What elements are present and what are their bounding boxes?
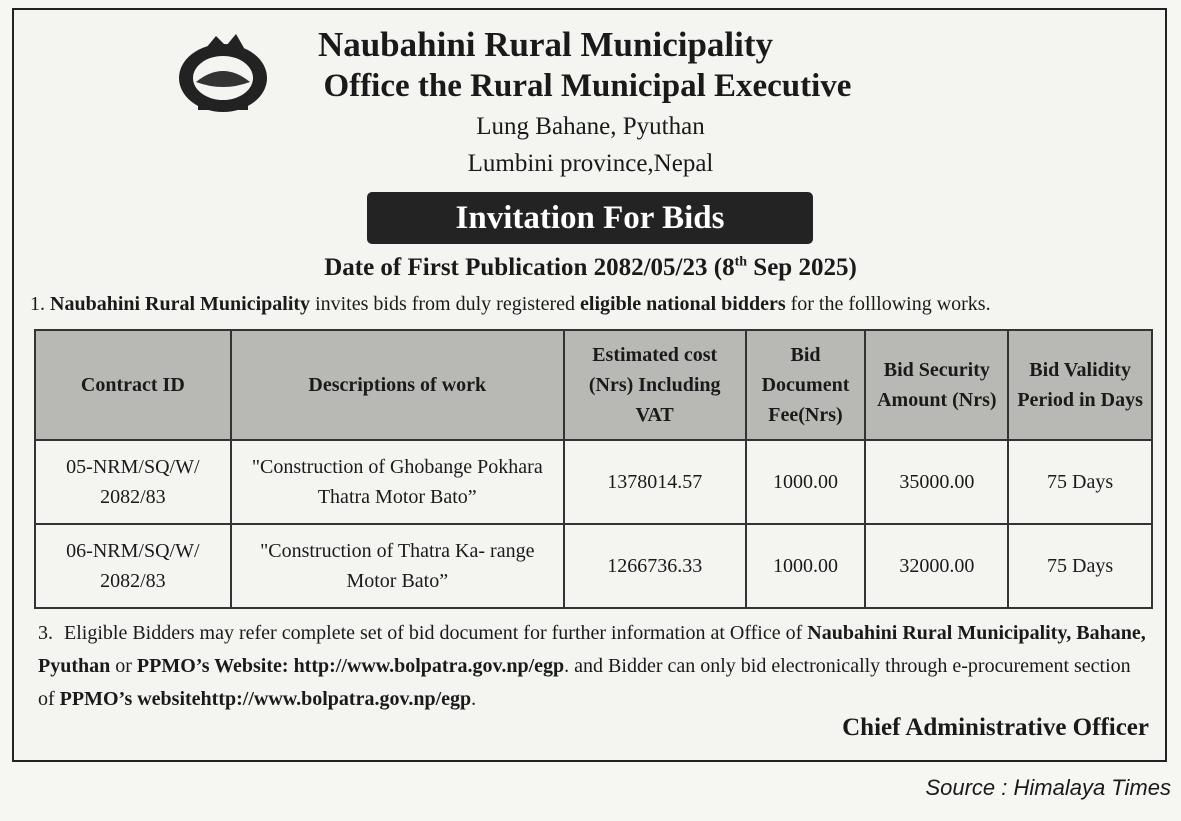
paragraph-1: 1. Naubahini Rural Municipality invites bids from duly registered eligible national bidders for the folllowing works. xyxy=(30,293,991,315)
office-name: Office the Rural Municipal Executive xyxy=(323,68,852,104)
publication-date: Date of First Publication 2082/05/23 (8th Sep 2025) xyxy=(324,254,857,281)
col-estimated-cost: Estimated cost (Nrs) Including VAT xyxy=(564,330,746,440)
cell-estimated-cost: 1266736.33 xyxy=(564,524,746,608)
cell-document-fee: 1000.00 xyxy=(746,524,866,608)
cell-description: "Construction of Thatra Ka- range Motor Bato” xyxy=(231,524,564,608)
source-credit: Source : Himalaya Times xyxy=(925,775,1171,800)
bids-table xyxy=(34,329,1153,609)
cell-validity: 75 Days xyxy=(1008,440,1152,524)
col-document-fee: Bid Document Fee(Nrs) xyxy=(746,330,866,440)
cell-validity: 75 Days xyxy=(1008,524,1152,608)
signature: Chief Administrative Officer xyxy=(842,714,1149,741)
table-header-row xyxy=(35,330,1152,440)
cell-contract-id: 05-NRM/SQ/W/ 2082/83 xyxy=(35,440,231,524)
col-validity: Bid Validity Period in Days xyxy=(1008,330,1152,440)
invitation-banner: Invitation For Bids xyxy=(367,192,813,244)
col-description: Descriptions of work xyxy=(231,330,564,440)
table-row xyxy=(35,440,1152,524)
org-name: Naubahini Rural Municipality xyxy=(317,25,774,64)
address-line-1: Lung Bahane, Pyuthan xyxy=(476,113,705,140)
paragraph-3: 3. Eligible Bidders may refer complete set of bid document for further information at Office of Naubahini Rural Municipality, Bahane, Pyuthan or PPMO’s Website: http://www.bolpatra.gov.np/egp. and Bidder can only bid electronically through e-procurement section of PPMO’s websitehttp://www.bolpatra.gov.np/egp. xyxy=(38,622,1146,710)
table-row xyxy=(35,524,1152,608)
cell-description: "Construction of Ghobange Pokhara Thatra Motor Bato” xyxy=(231,440,564,524)
cell-contract-id: 06-NRM/SQ/W/ 2082/83 xyxy=(35,524,231,608)
cell-security-amount: 32000.00 xyxy=(865,524,1008,608)
address-line-2: Lumbini province,Nepal xyxy=(467,150,714,177)
cell-document-fee: 1000.00 xyxy=(746,440,866,524)
cell-estimated-cost: 1378014.57 xyxy=(564,440,746,524)
col-security-amount: Bid Security Amount (Nrs) xyxy=(865,330,1008,440)
col-contract-id: Contract ID xyxy=(35,330,231,440)
cell-security-amount: 35000.00 xyxy=(865,440,1008,524)
